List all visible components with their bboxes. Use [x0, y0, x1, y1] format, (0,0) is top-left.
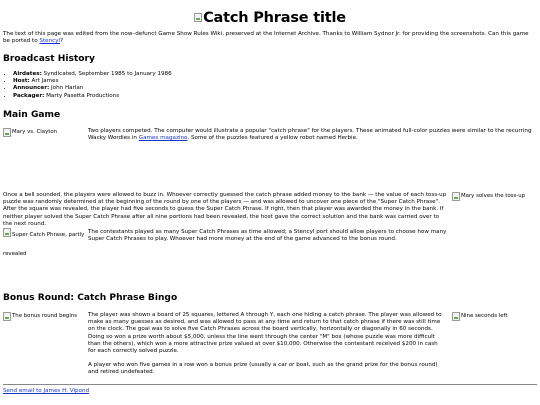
stencyl-link[interactable]: Stencyl — [39, 38, 61, 45]
broken-image-icon — [452, 192, 460, 201]
bonus-round-begins-image: The bonus round begins — [3, 312, 77, 321]
super-catch-phrase-image: Super Catch Phrase, partly revealed — [3, 221, 85, 259]
list-item: • Announcer: John Harlan — [13, 85, 313, 92]
games-magazine-link[interactable]: Games magazine — [138, 135, 188, 142]
mary-vs-clayton-image: Mary vs. Clayton — [3, 128, 57, 137]
main-game-paragraph-1: Two players competed. The computer would illustrate a popular "catch phrase" for the players. These animated full-color puzzles were similar to the recurring Wacky Wordies in Games magazine. Some of the puzzles featured a yellow robot named Herbie. — [88, 128, 532, 142]
broken-image-icon — [194, 13, 202, 22]
broken-image-icon — [3, 312, 11, 321]
title-image — [194, 10, 346, 26]
main-game-paragraph-3: The contestants played as many Super Catch Phrases as time allowed; a Stencyl port should allow players to choose how many Super Catch Phrases to play. Whoever had more money at the end of the game advanced to the bonus round. — [88, 229, 447, 243]
intro-text: The text of this page was edited from the now–defunct Game Show Rules Wiki, preserved at the Internet Archive. Thanks to William Sydnor Jr. for providing the screenshots. Can this game be ported to Stencyl? — [3, 31, 529, 45]
list-item: • Airdates: Syndicated, September 1985 to January 1986 — [13, 71, 313, 78]
main-game-paragraph-2: Once a bell sounded, the players were allowed to buzz in. Whoever correctly guessed the catch phrase added money to the bank — the value of each toss-up puzzle was randomly determined at the beginning of the round by one of the players — and was allowed to uncover one piece of the "Super Catch Phrase". After the square was revealed, the player had five seconds to guess the Super Catch Phrase. If right, then that player was awarded the money in the bank. If neither player solved the Super Catch Phrase after all nine portions had been revealed, the host gave the correct solution and the bank was carried over to the next round. — [3, 192, 447, 227]
nine-seconds-left-image: Nine seconds left — [452, 312, 507, 321]
main-game-heading: Main Game — [3, 110, 61, 120]
broadcast-history-heading: Broadcast History — [3, 54, 95, 64]
bonus-round-heading: Bonus Round: Catch Phrase Bingo — [3, 293, 178, 303]
bonus-round-paragraph-2: A player who won five games in a row won a bonus prize (usually a car or boat, such as the grand prize for the bonus round) and retired undefeated. — [88, 362, 438, 376]
mary-solves-tossup-image: Mary solves the toss-up — [452, 192, 525, 201]
footer-divider — [3, 384, 537, 385]
title-image-alt: Catch Phrase title — [203, 9, 346, 26]
title-area — [0, 7, 540, 26]
bonus-round-paragraph-1: The player was shown a board of 25 squares, lettered A through Y, each one hiding a catch phrase. The player was allowed to make as many guesses as desired, and was allowed to pass at any time and return to that catch phrase if there was still time on the clock. The goal was to solve five Catch Phrases across the board vertically, horizontally or diagonally in 60 seconds. Doing so won a prize worth about $5,000, unless the line went through the center "M" box (whose puzzle was more difficult than the others), which won a more attractive prize valued at over $10,000. Otherwise the contestant received $200 in cash for each correctly solved puzzle. — [88, 312, 442, 355]
broken-image-icon — [3, 228, 11, 237]
broken-image-icon — [3, 128, 11, 137]
list-item: • Host: Art James — [13, 78, 313, 85]
broadcast-history-list — [3, 71, 313, 100]
broken-image-icon — [452, 312, 460, 321]
email-link[interactable]: Send email to James H. Vipond — [3, 388, 90, 394]
footer — [3, 388, 89, 395]
list-item: • Packager: Marty Pasetta Productions — [13, 93, 313, 100]
